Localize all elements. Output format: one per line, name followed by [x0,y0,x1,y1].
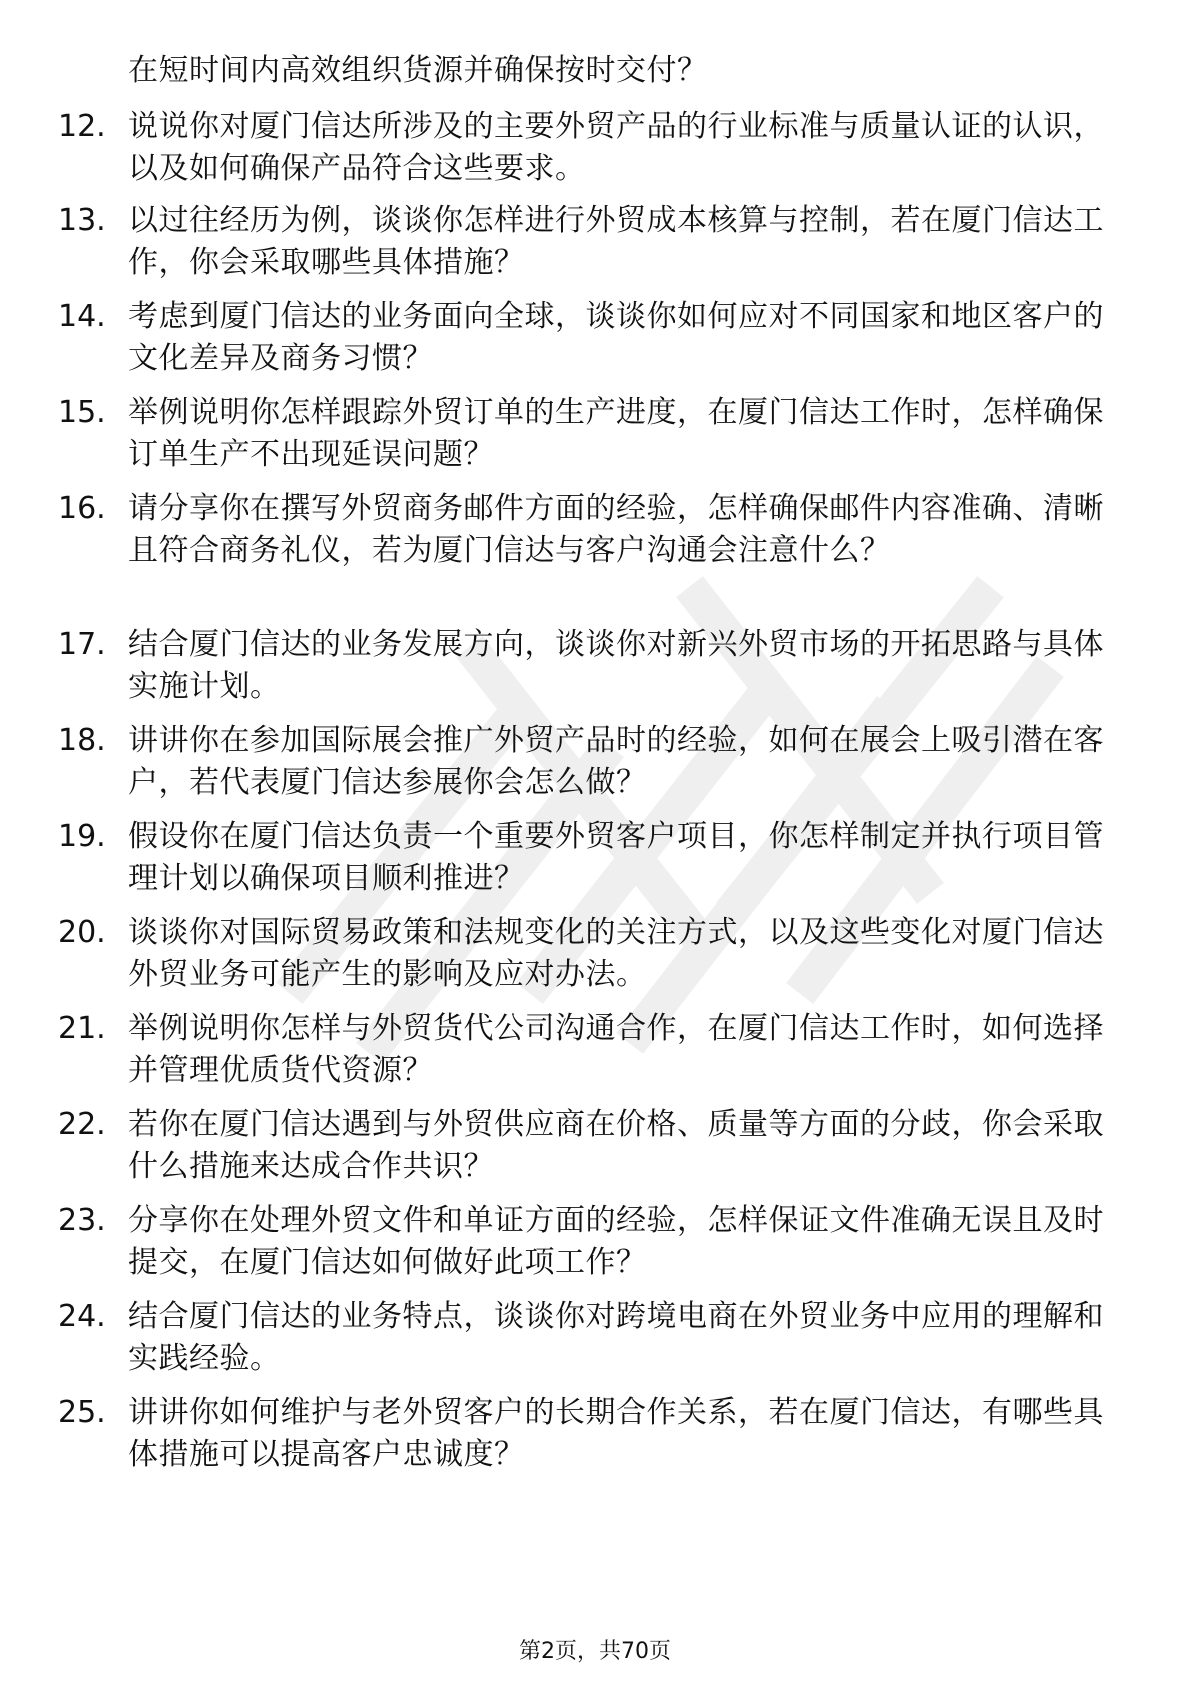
question-number: 13. [58,203,106,238]
question-number: 14. [58,299,106,334]
question-number: 25. [58,1395,106,1430]
question-text: 举例说明你怎样跟踪外贸订单的生产进度，在厦门信达工作时，怎样确保订单生产不出现延误问题？ [128,395,1104,472]
question-text: 说说你对厦门信达所涉及的主要外贸产品的行业标准与质量认证的认识，以及如何确保产品符合这些要求。 [128,109,1104,186]
continuation-text: 在短时间内高效组织货源并确保按时交付？ [128,53,708,88]
question-number: 20. [58,915,106,950]
question-text: 请分享你在撰写外贸商务邮件方面的经验，怎样确保邮件内容准确、清晰且符合商务礼仪，若为厦门信达与客户沟通会注意什么？ [128,491,1104,568]
question-text: 分享你在处理外贸文件和单证方面的经验，怎样保证文件准确无误且及时提交，在厦门信达如何做好此项工作？ [128,1203,1104,1280]
question-text: 讲讲你在参加国际展会推广外贸产品时的经验，如何在展会上吸引潜在客户，若代表厦门信达参展你会怎么做？ [128,723,1104,800]
question-text: 以过往经历为例，谈谈你怎样进行外贸成本核算与控制，若在厦门信达工作，你会采取哪些具体措施？ [128,203,1104,280]
question-number: 15. [58,395,106,430]
question-number: 21. [58,1011,106,1046]
question-number: 12. [58,109,106,144]
question-text: 结合厦门信达的业务发展方向，谈谈你对新兴外贸市场的开拓思路与具体实施计划。 [128,627,1104,704]
question-text: 假设你在厦门信达负责一个重要外贸客户项目，你怎样制定并执行项目管理计划以确保项目顺利推进？ [128,819,1104,896]
question-number: 18. [58,723,106,758]
page-footer: 第2页，共70页 [519,1639,671,1664]
question-number: 23. [58,1203,106,1238]
question-number: 17. [58,627,106,662]
question-text: 谈谈你对国际贸易政策和法规变化的关注方式，以及这些变化对厦门信达外贸业务可能产生的影响及应对办法。 [128,915,1104,992]
question-number: 24. [58,1299,106,1334]
question-text: 讲讲你如何维护与老外贸客户的长期合作关系，若在厦门信达，有哪些具体措施可以提高客户忠诚度？ [128,1395,1104,1472]
question-number: 19. [58,819,106,854]
question-text: 若你在厦门信达遇到与外贸供应商在价格、质量等方面的分歧，你会采取什么措施来达成合作共识？ [128,1107,1104,1184]
question-text: 举例说明你怎样与外贸货代公司沟通合作，在厦门信达工作时，如何选择并管理优质货代资源？ [128,1011,1104,1088]
question-number: 22. [58,1107,106,1142]
question-text: 结合厦门信达的业务特点，谈谈你对跨境电商在外贸业务中应用的理解和实践经验。 [128,1299,1104,1376]
question-text: 考虑到厦门信达的业务面向全球，谈谈你如何应对不同国家和地区客户的文化差异及商务习惯？ [128,299,1104,376]
question-number: 16. [58,491,106,526]
